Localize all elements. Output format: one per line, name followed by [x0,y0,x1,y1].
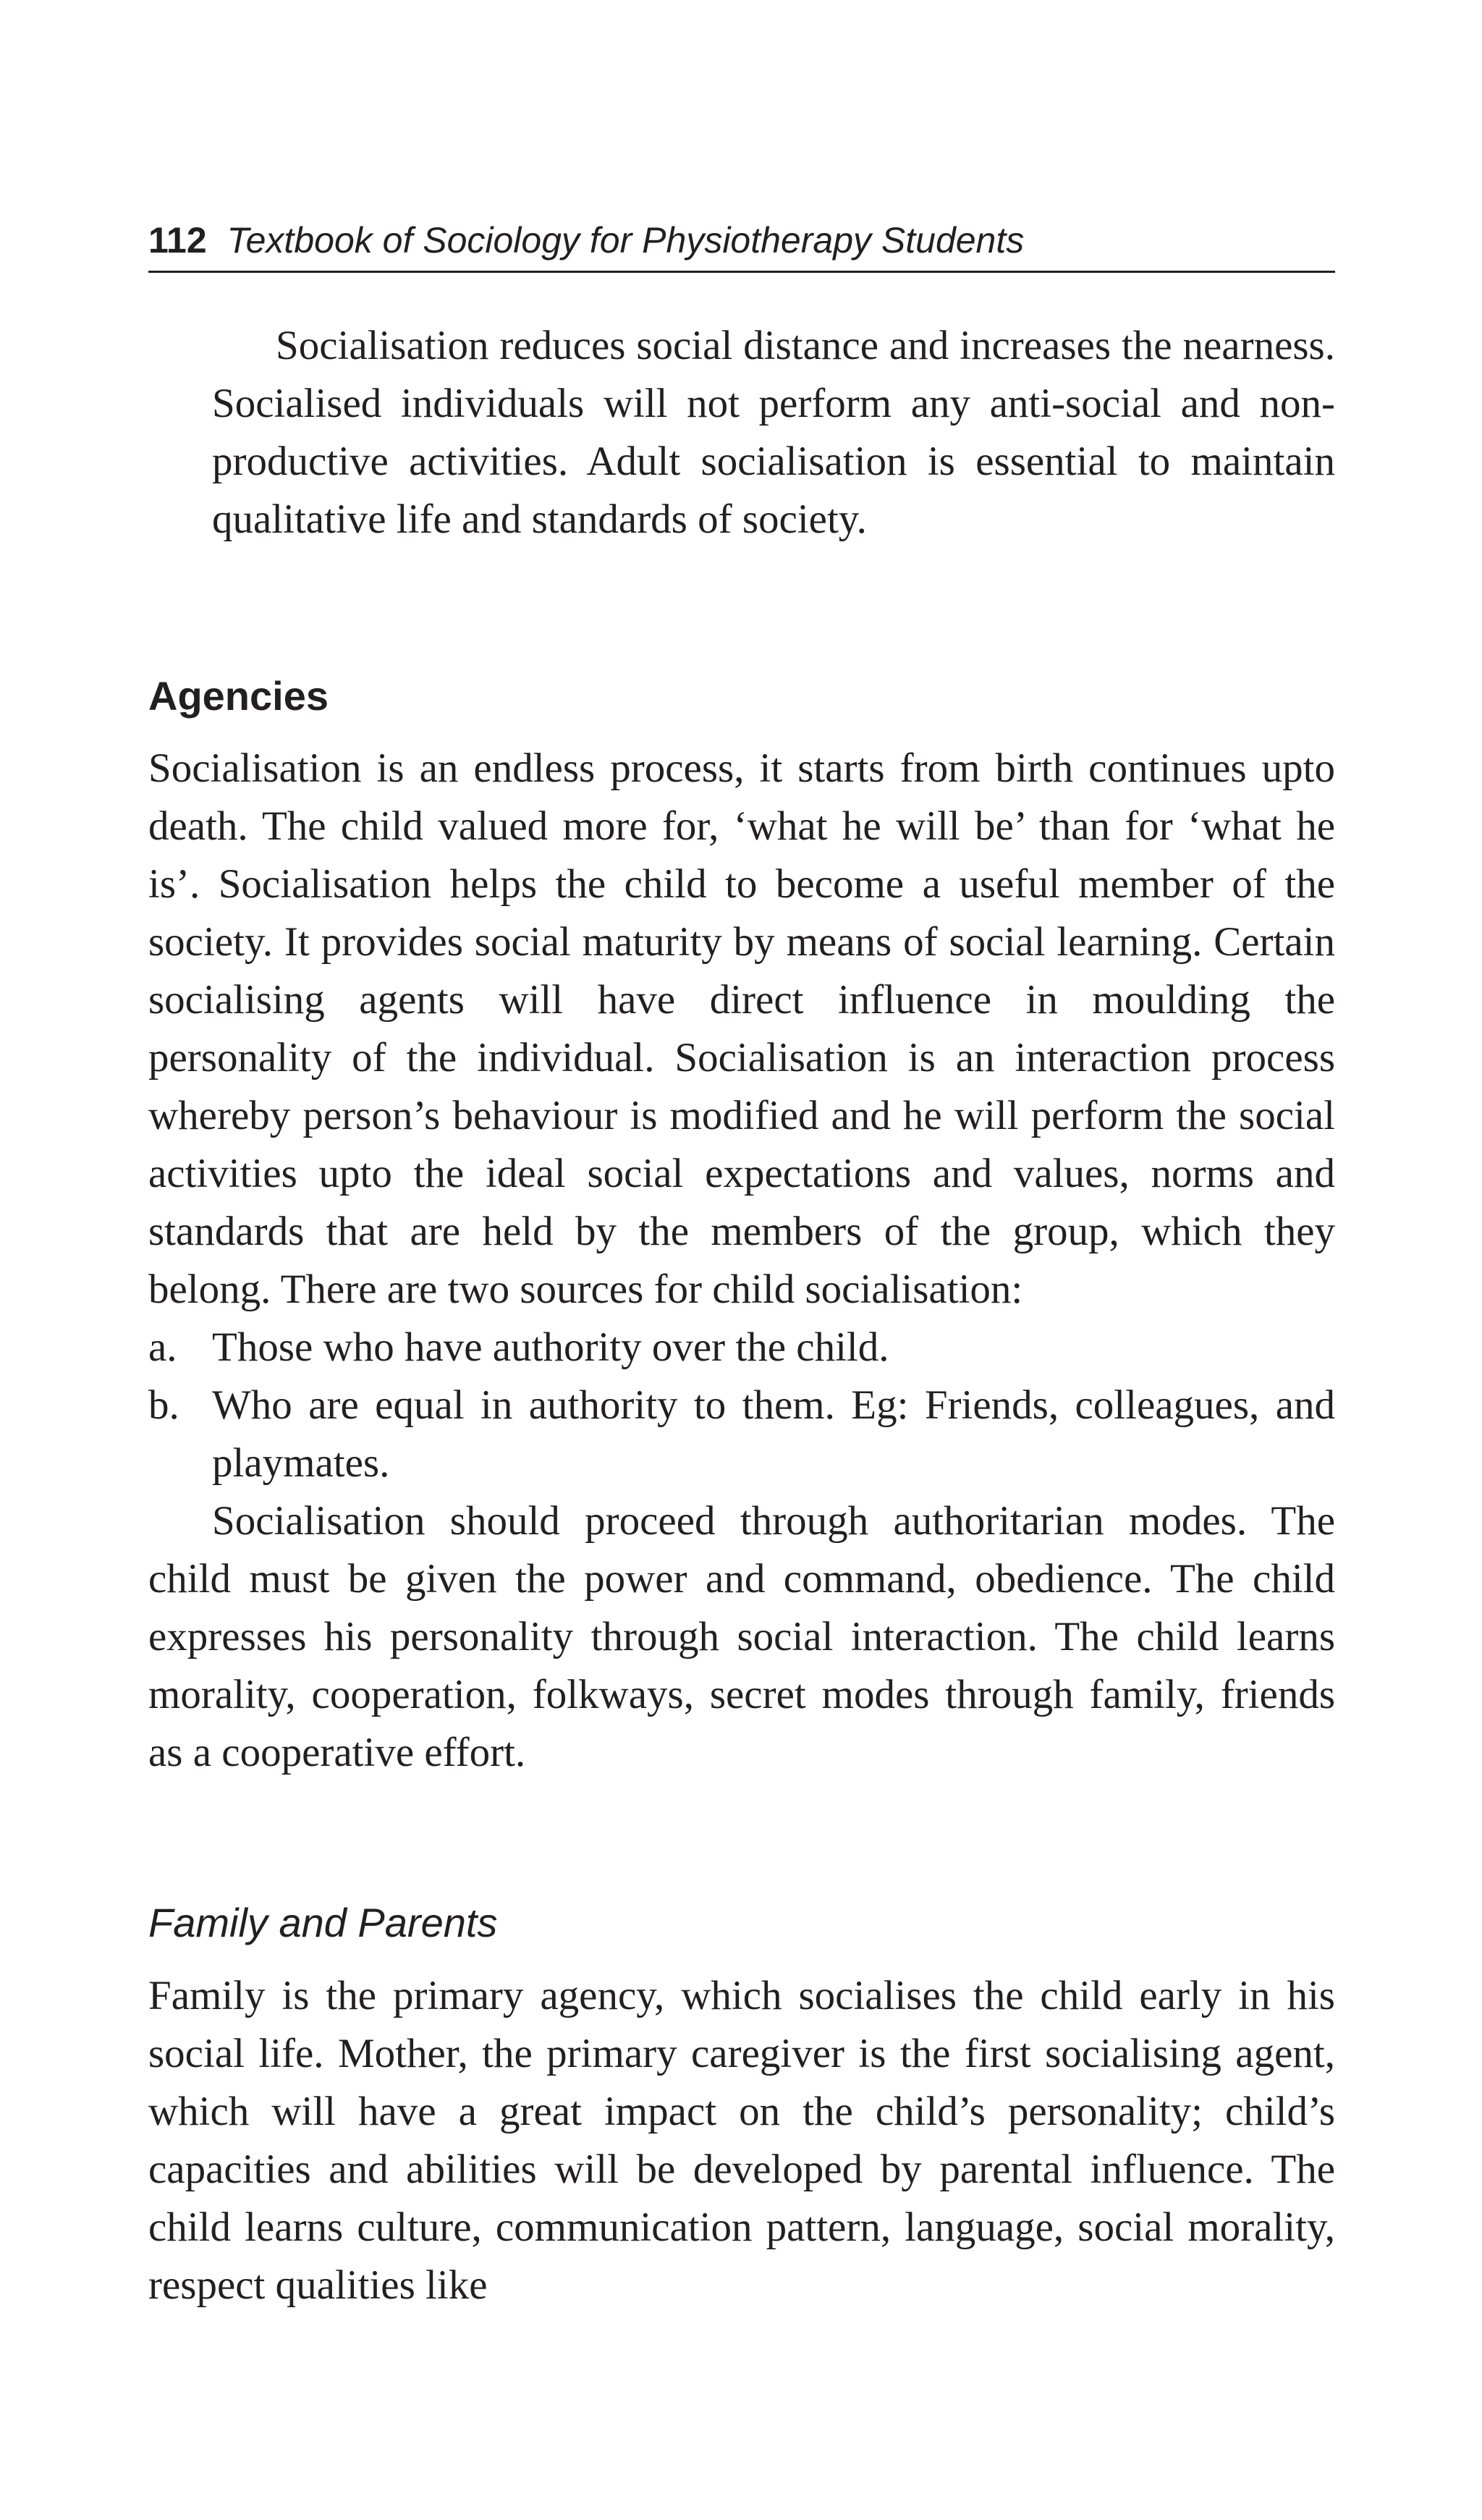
section-heading-family: Family and Parents [148,1900,498,1945]
intro-paragraph: Socialisation reduces social distance and increases the nearness. Socialised individuals will not perform any anti-social and non-productive activities. Adult socialisation is essential to maintain qualitative life and standards of society. [212,323,1335,542]
list-item [148,1319,1335,1377]
page-number: 112 [148,220,207,261]
agencies-paragraph: Socialisation is an endless process, it starts from birth continues upto death. The child valued more for, ‘what he will be’ than for ‘what he is’. Socialisation helps the child to become a useful member of the society. It provides social maturity by means of social learning. Certain socialising agents will have direct influence in moulding the personality of the individual. Socialisation is an interaction process whereby person’s behaviour is modified and he will perform the social activities upto the ideal social expectations and values, norms and standards that are held by the members of the group, which they belong. There are two sources for child socialisation: [148,745,1335,1312]
list-marker: a. [148,1324,177,1370]
running-head [148,210,1335,273]
family-block [148,1967,1335,2314]
intro-block [148,317,1335,549]
agencies-followup-paragraph: Socialisation should proceed through authoritarian modes. The child must be given the power and command, obedience. The child expresses his personality through social interaction. The child learns morality, cooperation, folkways, secret modes through family, friends as a cooperative effort. [148,1498,1335,1775]
list-item-text: Those who have authority over the child. [212,1324,889,1370]
list-marker: b. [148,1382,179,1428]
family-paragraph: Family is the primary agency, which socialises the child early in his social life. Mother, the primary caregiver is the first socialising agent, which will have a great impact on the child’s personality; child’s capacities and abilities will be developed by parental influence. The child learns culture, communication pattern, language, social morality, respect qualities like [148,1973,1335,2308]
list-item [148,1377,1335,1492]
list-item-text: Who are equal in authority to them. Eg: Friends, colleagues, and playmates. [212,1382,1335,1486]
agencies-block [148,740,1335,1782]
book-title: Textbook of Sociology for Physiotherapy Students [226,220,1025,261]
section-heading-agencies: Agencies [148,673,329,719]
